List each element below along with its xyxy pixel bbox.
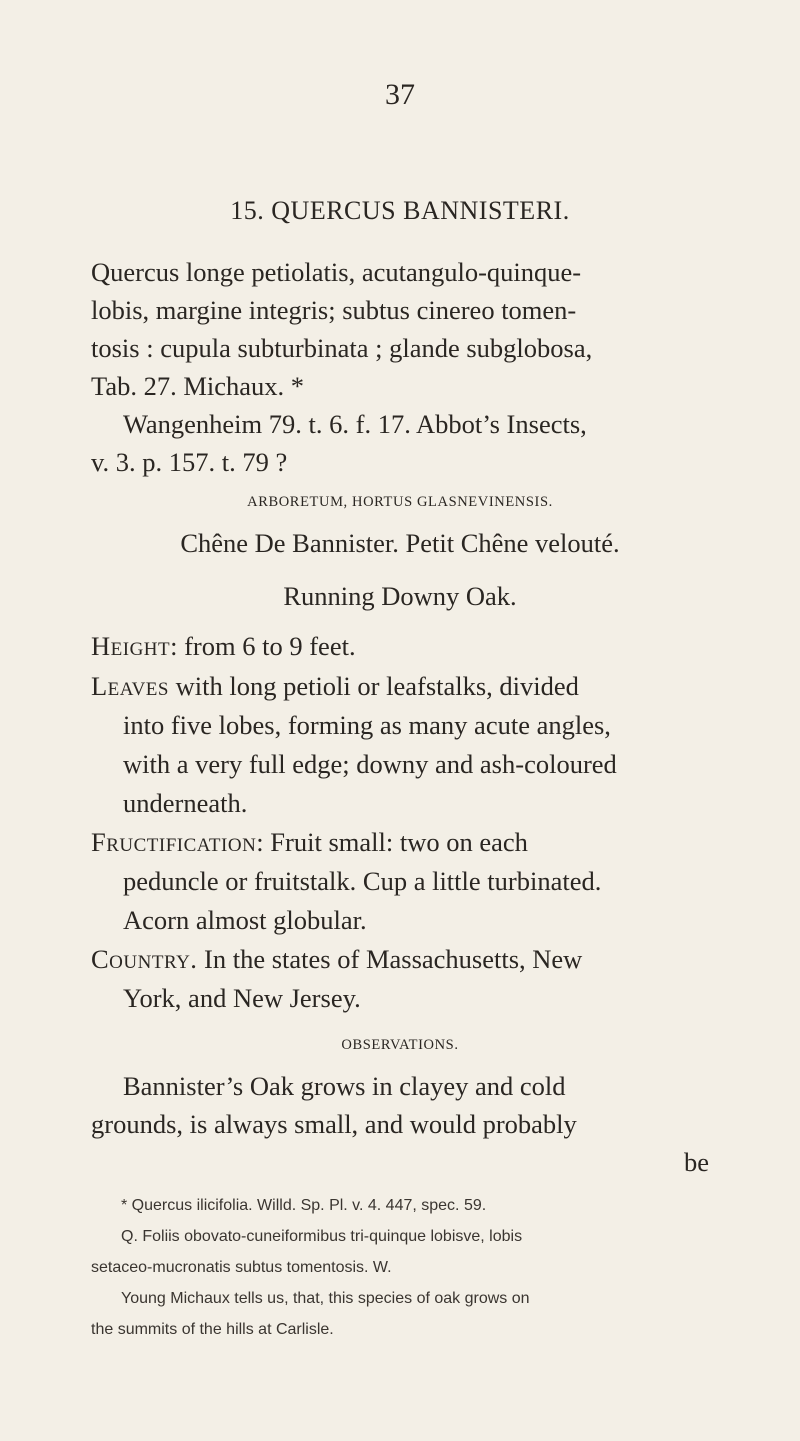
fructification-line: peduncle or fruitstalk. Cup a little turbinated.	[123, 866, 602, 896]
catchword: be	[683, 1147, 709, 1177]
leaves-line: into five lobes, forming as many acute angles,	[123, 710, 611, 740]
french-name: Chêne De Bannister. Petit Chêne velouté.	[180, 528, 620, 558]
latin-line: v. 3. p. 157. t. 79 ?	[91, 447, 288, 477]
leaves-text: with long petioli or leafstalks, divided	[168, 671, 579, 701]
latin-line: Quercus longe petiolatis, acutangulo-quinque-	[91, 257, 582, 287]
page-number: 37	[385, 78, 415, 111]
footnote-line: * Quercus ilicifolia. Willd. Sp. Pl. v. 4. 447, spec. 59.	[121, 1197, 487, 1214]
observation-line: grounds, is always small, and would probably	[91, 1109, 577, 1139]
footnote-line: setaceo-mucronatis subtus tomentosis. W.	[91, 1259, 392, 1276]
arboretum-reference: ARBORETUM, HORTUS GLASNEVINENSIS.	[247, 494, 553, 510]
country-line: York, and New Jersey.	[123, 983, 361, 1013]
observations-heading: OBSERVATIONS.	[341, 1037, 459, 1053]
latin-line: lobis, margine integris; subtus cinereo tomen-	[91, 295, 577, 325]
latin-line: tosis : cupula subturbinata ; glande subglobosa,	[91, 333, 593, 363]
country-text: In the states of Massachusetts, New	[197, 944, 583, 974]
common-name: Running Downy Oak.	[283, 581, 517, 611]
fructification-entry	[91, 827, 528, 858]
leaves-line: with a very full edge; downy and ash-coloured	[123, 749, 617, 779]
observation-line: Bannister’s Oak grows in clayey and cold	[123, 1071, 566, 1101]
country-label: Country.	[91, 944, 198, 974]
leaves-label: Leaves	[91, 671, 169, 701]
species-title: 15. QUERCUS BANNISTERI.	[230, 196, 570, 225]
leaves-line: underneath.	[123, 788, 248, 818]
latin-line: Wangenheim 79. t. 6. f. 17. Abbot’s Insects,	[123, 409, 587, 439]
footnote-line: the summits of the hills at Carlisle.	[91, 1321, 334, 1338]
height-entry	[91, 631, 356, 662]
leaves-entry	[91, 671, 579, 702]
country-entry	[91, 944, 582, 975]
fructification-text: : Fruit small: two on each	[256, 827, 528, 857]
footnote-line: Young Michaux tells us, that, this species of oak grows on	[121, 1290, 530, 1307]
footnote-line: Q. Foliis obovato-cuneiformibus tri-quinque lobisve, lobis	[121, 1228, 523, 1245]
fructification-label: Fructification	[91, 827, 257, 857]
latin-line: Tab. 27. Michaux. *	[91, 371, 305, 401]
fructification-line: Acorn almost globular.	[123, 905, 367, 935]
height-label: Height	[91, 631, 171, 661]
height-text: : from 6 to 9 feet.	[170, 631, 356, 661]
